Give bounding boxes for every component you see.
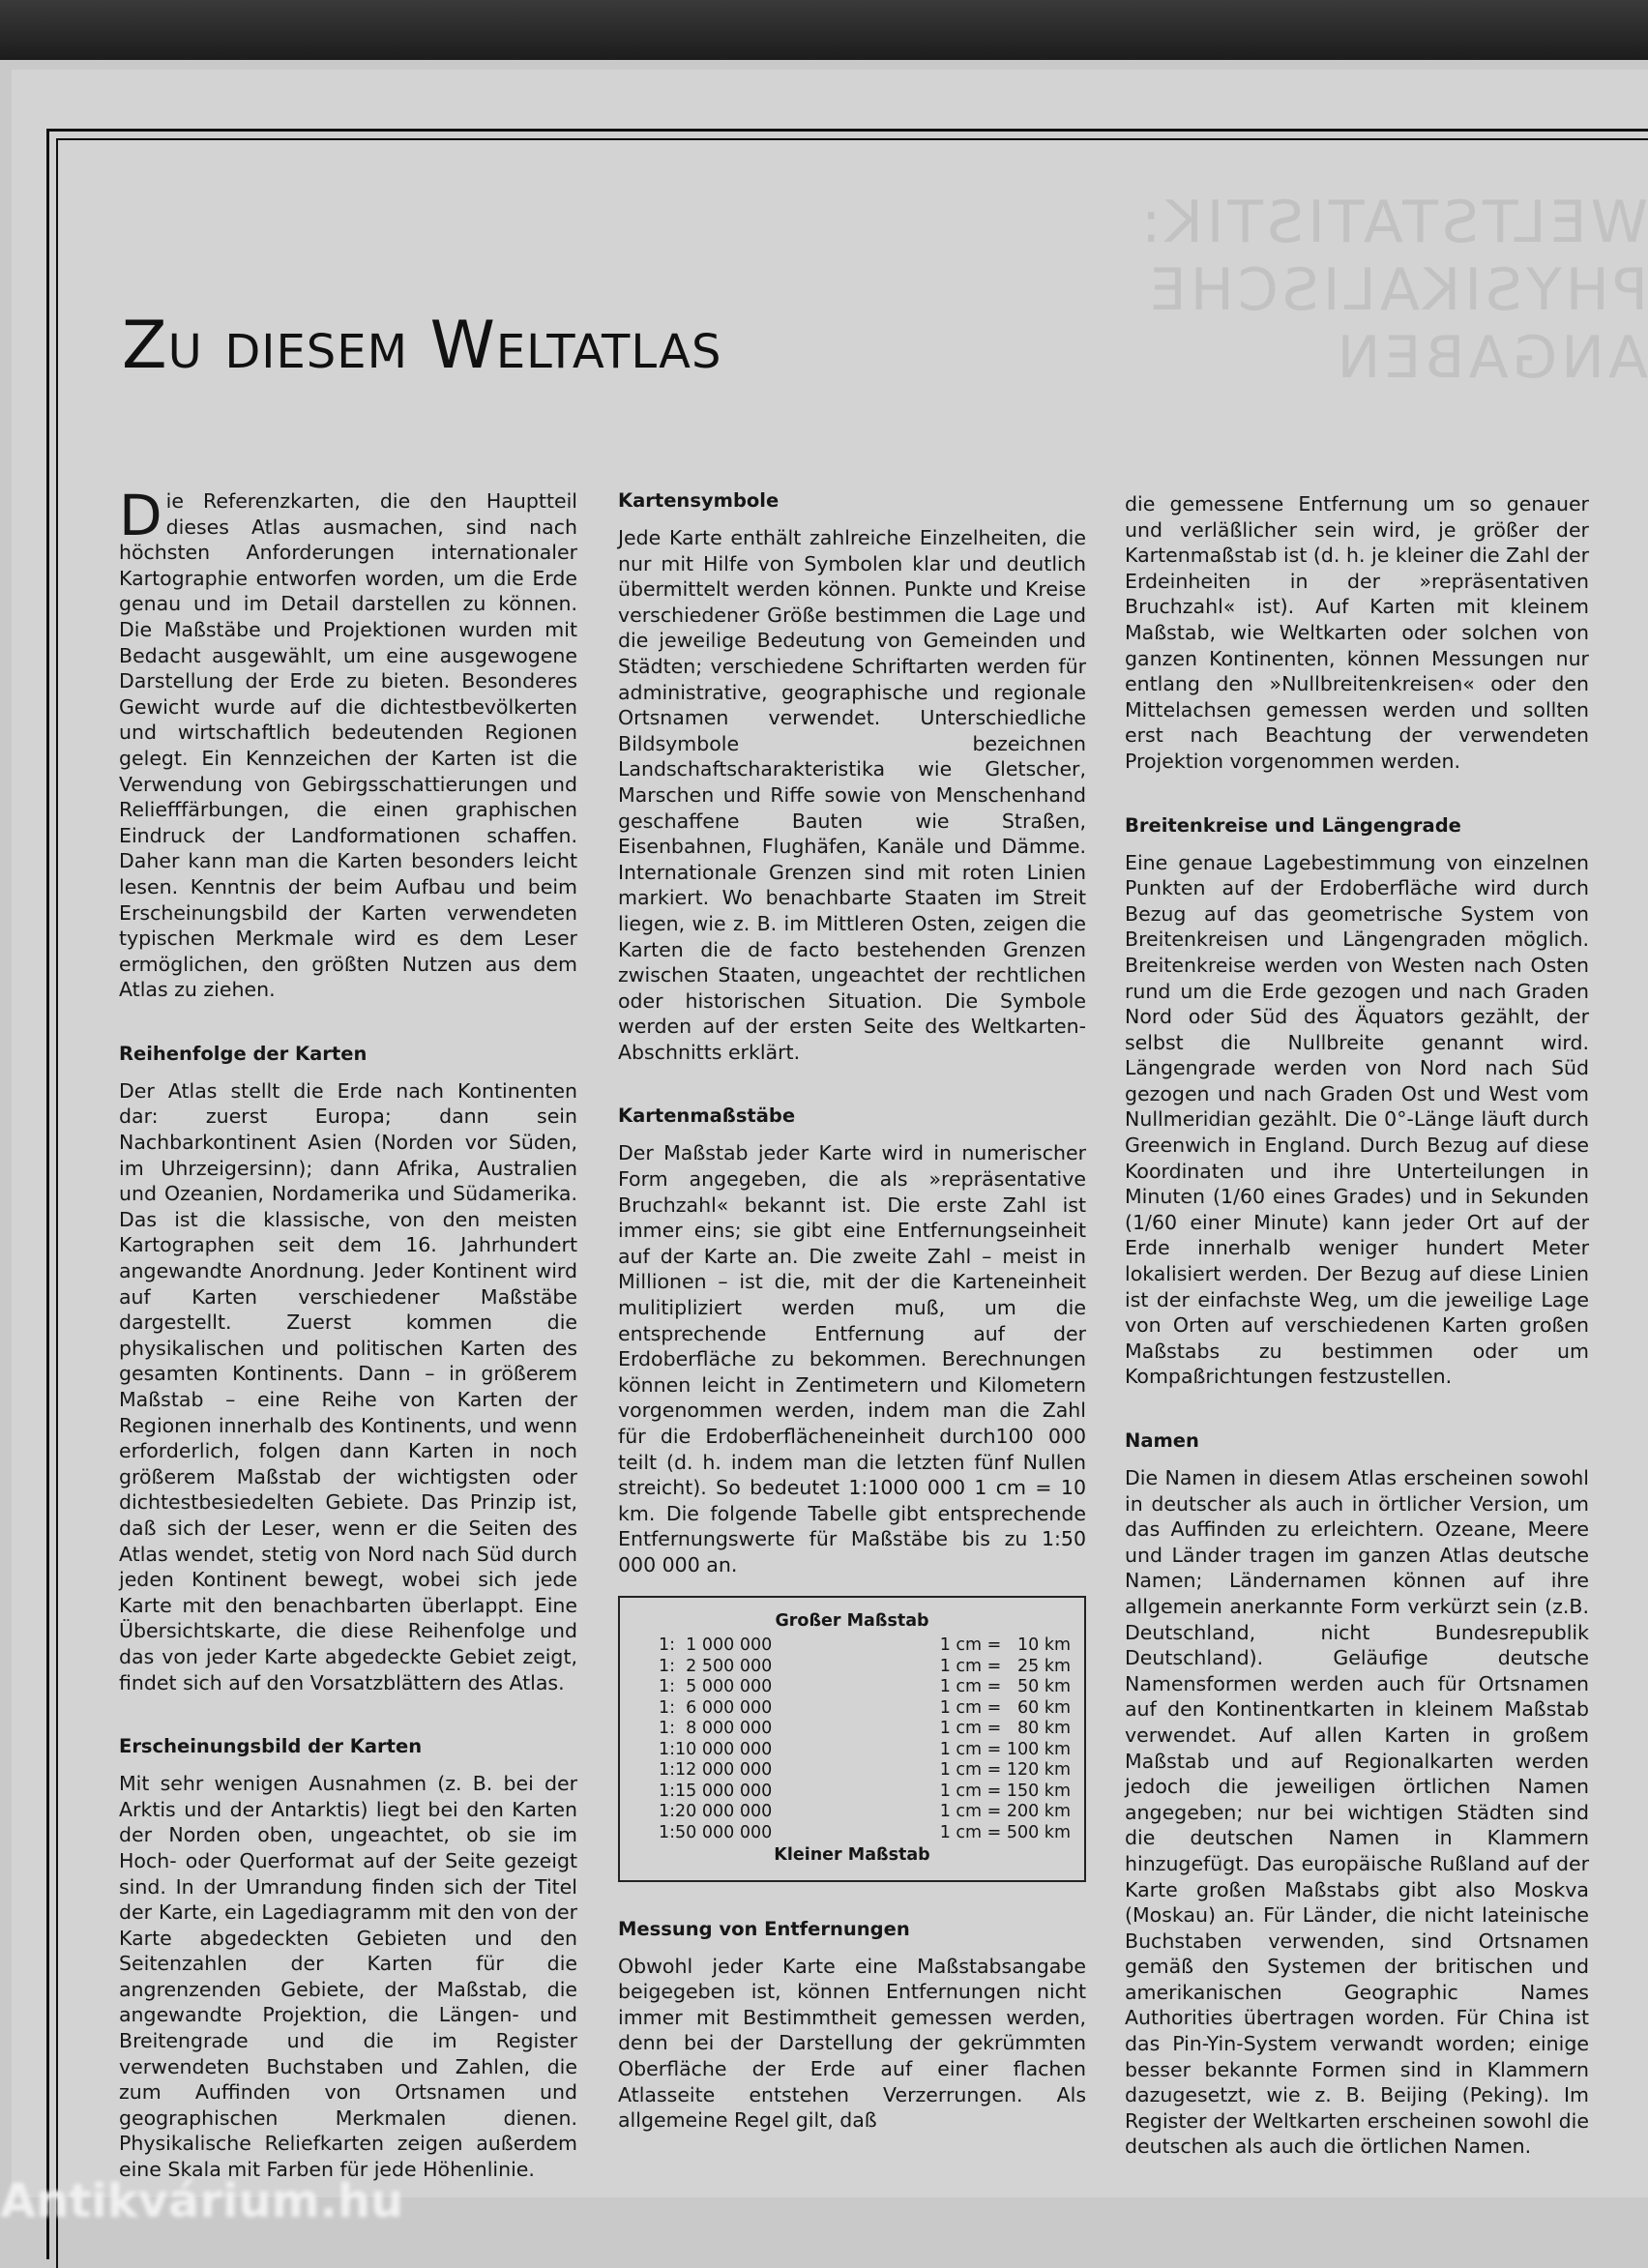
- scale-equivalent: 1 cm = 100 km: [939, 1739, 1071, 1759]
- scale-equivalent: 1 cm = 50 km: [939, 1677, 1071, 1697]
- intro-paragraph: Die Referenzkarten, die den Hauptteil dieses Atlas ausmachen, sind nach höchsten Anforderungen internationaler Kartographie entworfen worden, um die Erde genau und im Detail darstellen zu können. Die Maßstäbe und Projektionen wurden mit Bedacht ausgewählt, um eine ausgewogene Darstellung der Erde zu bieten. Besonderes Gewicht wurde auf die dichtestbevölkerten und wirtschaftlich bedeutenden Regionen gelegt. Ein Kennzeichen der Karten ist die Verwendung von Gebirgsschattierungen und Reliefffärbungen, die einen graphischen Eindruck der Landformationen schaffen. Daher kann man die Karten besonders leicht lesen. Kenntnis der beim Aufbau und beim Erscheinungsbild der Karten verwendeten typischen Merkmale wird es dem Leser ermöglichen, den größten Nutzen aus dem Atlas zu ziehen.: [119, 483, 577, 1002]
- scale-table-row: [619, 1802, 1085, 1823]
- section-text: Der Atlas stellt die Erde nach Kontinenten dar: zuerst Europa; dann sein Nachbarkontinent Asien (Norden vor Süden, im Uhrzeigersinn); dann Afrika, Australien und Ozeanien, Nordamerika und Südamerika. Das ist die klassische, von den meisten Kartographen seit dem 16. Jahrhundert angewandte Anordnung. Jeder Kontinent wird auf Karten verschiedener Maßstäbe dargestellt. Zuerst kommen die physikalischen und politischen Karten des gesamten Kontinents. Dann – in größerem Maßstab – eine Reihe von Karten der Regionen innerhalb des Kontinents, und wenn erforderlich, folgen dann Karten in noch größerem Maßstab der wichtigsten oder dichtestbesiedelten Gebiete. Das Prinzip ist, daß sich der Leser, wenn er die Seiten des Atlas wendet, stetig von Nord nach Süd durch jeden Kontinent bewegt, wobei sich jede Karte mit den benachbarten überlappt. Eine Übersichtskarte, die diese Reihenfolge und das von jeder Karte abgedeckte Gebiet zeigt, findet sich auf den Vorsatzblättern des Atlas.: [119, 1078, 577, 1694]
- scale-ratio: 1:50 000 000: [659, 1822, 773, 1842]
- section-heading: Reihenfolge der Karten: [119, 1042, 368, 1065]
- scale-ratio: 1: 2 500 000: [659, 1656, 773, 1676]
- section-heading: Kartensymbole: [618, 489, 780, 512]
- section-text: Eine genaue Lagebestimmung von einzelnen Punkten auf der Erdoberfläche wird durch Bezug auf das geometrische System von Breitenkreisen und Längengraden möglich. Breitenkreise werden von Westen nach Osten rund um die Erde gezogen und nach Graden Nord oder Süd des Äquators gezählt, der selbst die Nullbreite genannt wird. Längengrade werden von Nord nach Süd gezogen und nach Graden Ost und West vom Nullmeridian gezählt. Die 0°-Länge läuft durch Greenwich in England. Durch Bezug auf diese Koordinaten und ihre Unterteilungen in Minuten (1/60 eines Grades) und in Sekunden (1/60 einer Minute) kann jeder Ort auf der Erde innerhalb weniger hundert Meter lokalisiert werden. Der Bezug auf diese Linien ist der einfachste Weg, um die jeweilige Lage von Orten auf verschiedenen Karten großen Maßstabs zu bestimmen oder um Kompaßrichtungen festzustellen.: [1125, 850, 1589, 1389]
- section-heading: Kartenmaßstäbe: [618, 1105, 796, 1128]
- scale-equivalent: 1 cm = 500 km: [939, 1822, 1071, 1842]
- scale-table-row: [619, 1760, 1085, 1782]
- column-1: [119, 483, 577, 2222]
- section-heading: Erscheinungsbild der Karten: [119, 1735, 423, 1758]
- section-text-continued: die gemessene Entfernung um so genauer und verläßlicher sein wird, je größer der Kartenmaßstab ist (d. h. je kleiner die Zahl der Erdeinheiten in der »repräsentativen Bruchzahl« ist). Auf Karten mit kleinem Maßstab, wie Weltkarten oder solchen von ganzen Kontinenten, können Messungen nur entlang den »Nullbreitenkreisen« oder den Mittelachsen gemessen werden und sollten erst nach Beachtung der verwendeten Projektion vorgenommen werden.: [1125, 492, 1589, 773]
- scale-table-row: [619, 1823, 1085, 1844]
- section-heading: Breitenkreise und Längengrade: [1125, 813, 1461, 837]
- book-edge: [0, 0, 1648, 60]
- scale-equivalent: 1 cm = 60 km: [939, 1697, 1071, 1718]
- scale-ratio: 1: 5 000 000: [659, 1677, 773, 1697]
- column-2: [618, 488, 1086, 2172]
- scale-table-row: [619, 1782, 1085, 1803]
- scale-ratio: 1:12 000 000: [659, 1760, 773, 1781]
- column-3: [1125, 491, 1589, 2198]
- drop-cap: D: [119, 483, 162, 548]
- watermark: Antikvárium.hu: [0, 2174, 404, 2228]
- scale-equivalent: 1 cm = 25 km: [939, 1656, 1071, 1676]
- scale-ratio: 1:20 000 000: [659, 1802, 773, 1822]
- section-text: Jede Karte enthält zahlreiche Einzelheiten, die nur mit Hilfe von Symbolen klar und deutlich übermittelt werden können. Punkte und Kreise verschiedener Größe bestimmen die Lage und die jeweilige Bedeutung von Gemeinden und Städten; verschiedene Schriftarten werden für administrative, geographische und regionale Ortsnamen verwendet. Unterschiedliche Bildsymbole bezeichnen Landschaftscharakteristika wie Gletscher, Marschen und Riffe sowie von Menschenhand geschaffene Bauten wie Straßen, Eisenbahnen, Flughäfen, Kanäle und Dämme. Internationale Grenzen sind mit roten Linien markiert. Wo benachbarte Staaten im Streit liegen, wie z. B. im Mittleren Osten, zeigen die Karten die de facto bestehenden Grenzen zwischen Staaten, ungeachtet der rechtlichen oder historischen Situation. Die Symbole werden auf der ersten Seite des Weltkarten-Abschnitts erklärt.: [618, 526, 1086, 1064]
- scale-equivalent: 1 cm = 80 km: [939, 1719, 1071, 1739]
- scale-table-row: [619, 1698, 1085, 1720]
- scale-table-row: [619, 1719, 1085, 1740]
- section-heading: Namen: [1125, 1429, 1199, 1452]
- scale-equivalent: 1 cm = 10 km: [939, 1635, 1071, 1656]
- scale-table-row: [619, 1740, 1085, 1761]
- section-text: Der Maßstab jeder Karte wird in numerischer Form angegeben, die als »repräsentative Bruchzahl« bekannt ist. Die erste Zahl ist immer eins; sie gibt eine Entfernungseinheit auf der Karte an. Die zweite Zahl – meist in Millionen – ist die, mit der die Karteneinheit mulitipliziert werden muß, um die entsprechende Entfernung auf der Erdoberfläche zu bekommen. Berechnungen können leicht in Zentimetern und Kilometern vorgenommen werden, indem man die Zahl für die Erdoberflächeneinheit durch100 000 teilt (d. h. indem man die letzten fünf Nullen streicht). So bedeutet 1:1000 000 1 cm = 10 km. Die folgende Tabelle gibt entsprechende Entfernungswerte für Maßstäbe bis zu 1:50 000 000 an.: [618, 1141, 1086, 1576]
- scale-equivalent: 1 cm = 150 km: [939, 1781, 1071, 1801]
- scale-ratio: 1:10 000 000: [659, 1739, 773, 1759]
- scale-table-row: [619, 1657, 1085, 1678]
- scale-equivalent: 1 cm = 200 km: [939, 1802, 1071, 1822]
- scale-table-row: [619, 1677, 1085, 1698]
- scale-ratio: 1: 8 000 000: [659, 1719, 773, 1739]
- scale-table-footer: Kleiner Maßstab: [774, 1845, 930, 1866]
- scale-table-row: [619, 1635, 1085, 1657]
- scale-table: [618, 1596, 1086, 1882]
- scale-ratio: 1: 6 000 000: [659, 1697, 773, 1718]
- scale-equivalent: 1 cm = 120 km: [939, 1760, 1071, 1781]
- section-text: Mit sehr wenigen Ausnahmen (z. B. bei der Arktis und der Antarktis) liegt bei den Karten der Norden oben, ungeachtet, ob sie im Hoch- oder Querformat auf der Seite gezeigt sind. In der Umrandung finden sich der Titel der Karte, ein Lagediagramm mit den von der Karte abgedeckten Gebieten und den Seitenzahlen der Karten für die angrenzenden Gebiete, der Maßstab, die angewandte Projektion, die Längen- und Breitengrade und die im Register verwendeten Buchstaben und Zahlen, die zum Auffinden von Ortsnamen und geographischen Merkmalen dienen. Physikalische Reliefkarten zeigen außerdem eine Skala mit Farben für jede Höhenlinie.: [119, 1772, 577, 2182]
- page-title: Zu diesem Weltatlas: [122, 308, 722, 384]
- scale-ratio: 1: 1 000 000: [659, 1635, 773, 1656]
- section-text: Die Namen in diesem Atlas erscheinen sowohl in deutscher als auch in örtlicher Version, um das Auffinden zu erleichtern. Ozeane, Meere und Länder tragen im ganzen Atlas deutsche Namen; Ländernamen können auf ihre allgemein anerkannte Form verkürzt sein (z.B. Deutschland, nicht Bundesrepublik Deutschland). Geläufige deutsche Namensformen werden auch für Ortsnamen auf den Kontinentkarten in kleinem Maßstab verwendet. Auf allen Karten in großem Maßstab und auf Regionalkarten werden jedoch die jeweiligen örtlichen Namen angegeben; nur bei wichtigen Städten sind die deutschen Namen in Klammern hinzugefügt. Das europäische Rußland auf der Karte großen Maßstabs gibt also Moskva (Moskau) an. Für Länder, die nicht lateinische Buchstaben verwenden, sind Ortsnamen gemäß den Systemen der britischen und amerikanischen Geographic Names Authorities übertragen worden. Für China ist das Pin-Yin-System verwandt worden; einige besser bekannte Formen sind in Klammern dazugesetzt, wie z. B. Beijing (Peking). Im Register der Weltkarten erscheinen sowohl die deutschen als auch die örtlichen Namen.: [1125, 1466, 1589, 2159]
- scale-table-header: Großer Maßstab: [775, 1610, 929, 1631]
- section-text: Obwohl jeder Karte eine Maßstabsangabe beigegeben ist, können Entfernungen nicht immer mit Bestimmtheit gemessen werden, denn bei der Darstellung der gekrümmten Oberfläche der Erde auf einer flachen Atlasseite entstehen Verzerrungen. Als allgemeine Regel gilt, daß: [618, 1954, 1086, 2133]
- bleed-through-header: WELTSTATISTIK: PHYSIKALISCHE ANGABEN: [1137, 189, 1648, 392]
- scale-ratio: 1:15 000 000: [659, 1781, 773, 1801]
- section-heading: Messung von Entfernungen: [618, 1917, 910, 1940]
